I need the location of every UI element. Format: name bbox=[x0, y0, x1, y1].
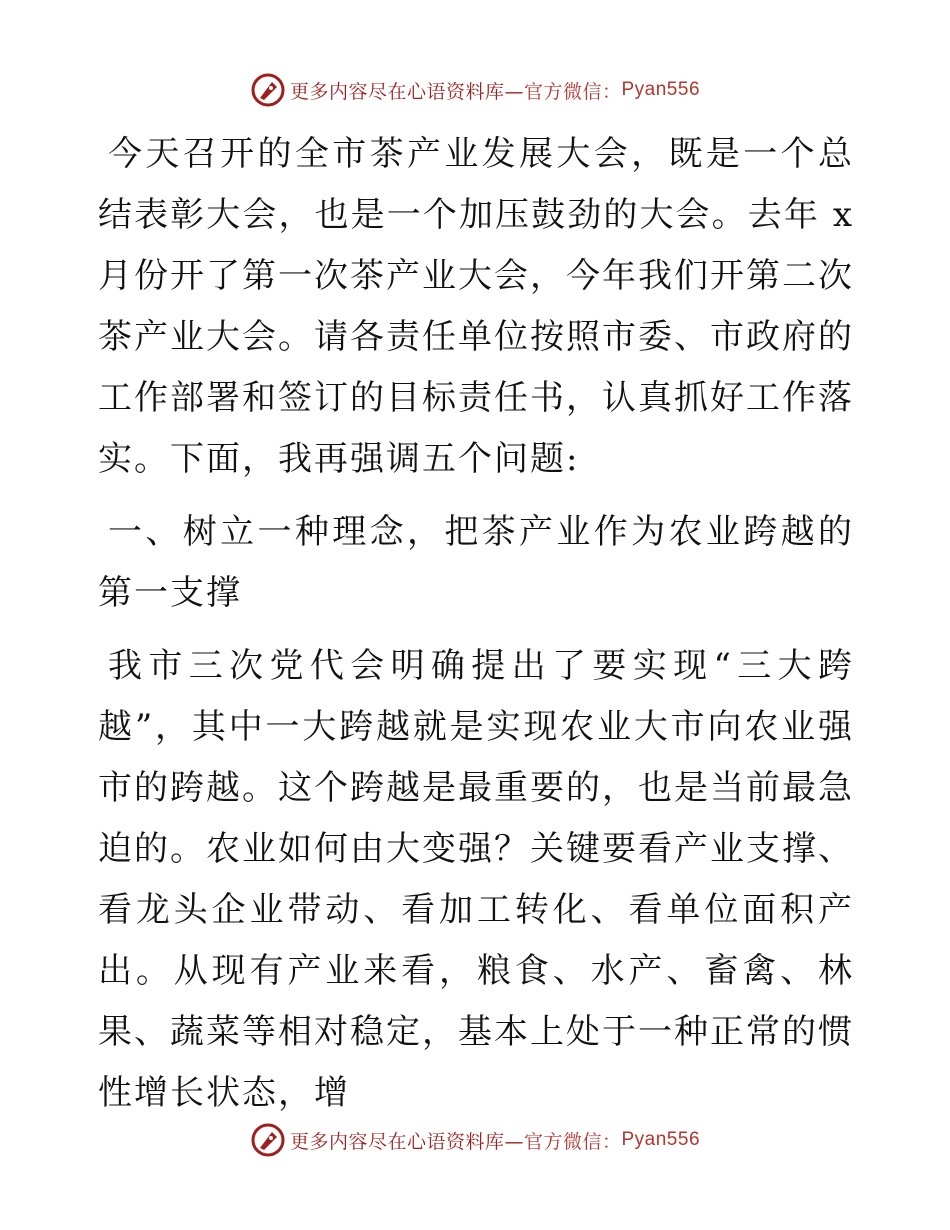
watermark-contact-id: Pyan556 bbox=[621, 1129, 701, 1150]
watermark-text: 更多内容尽在心语资料库— bbox=[289, 1130, 524, 1153]
watermark-text: 更多内容尽在心语资料库— bbox=[289, 80, 524, 103]
paragraph-section-1: 我市三次党代会明确提出了要实现“三大跨越”，其中一大跨越就是实现农业大市向农业强市的跨越。这个跨越是最重要的，也是当前最急迫的。农业如何由大变强？关键要看产业支撑、看龙头企业带动、看加工转化、看单位面积产出。从现有产业来看，粮食、水产、畜禽、林果、蔬菜等相对稳定，基本上处于一种正常的惯性增长状态，增 bbox=[98, 646, 854, 1113]
watermark-header bbox=[0, 70, 950, 110]
section-heading-1: 一、树立一种理念，把茶产业作为农业跨越的第一支撑 bbox=[98, 512, 854, 613]
pen-nib-logo-icon bbox=[250, 72, 286, 108]
watermark-contact-label: 官方微信： bbox=[523, 1131, 622, 1153]
paragraph-intro: 今天召开的全市茶产业发展大会，既是一个总结表彰大会，也是一个加压鼓劲的大会。去年 x 月份开了第一次茶产业大会，今年我们开第二次茶产业大会。请各责任单位按照市委、市政府的工作部署和签订的目标责任书，认真抓好工作落实。下面，我再强调五个问题: bbox=[98, 134, 854, 479]
watermark-footer bbox=[0, 1120, 950, 1160]
document-body bbox=[98, 124, 854, 1124]
watermark-contact-label: 官方微信： bbox=[523, 81, 622, 103]
watermark-contact-id: Pyan556 bbox=[621, 79, 701, 100]
pen-nib-logo-icon bbox=[250, 1122, 286, 1158]
